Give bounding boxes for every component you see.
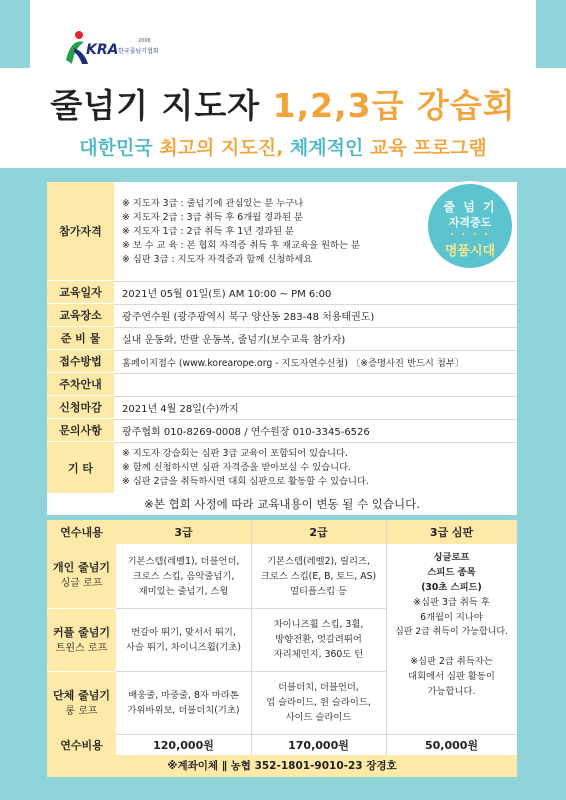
info-row-contact bbox=[47, 419, 517, 443]
info-row-registration bbox=[47, 350, 517, 374]
fee-cell-couple-grade2 bbox=[251, 608, 386, 671]
fee-price-grade3: 120,000원 bbox=[153, 739, 214, 752]
cell-line: 가위바위보, 더블더치(기초) bbox=[127, 704, 240, 716]
logo-org-name: 한국줄넘기협회 bbox=[118, 48, 159, 55]
cell-line: 자리체인지, 360도 턴 bbox=[273, 649, 364, 660]
cell-line: 방향전환, 엇갈려뛰어 bbox=[275, 634, 362, 645]
cell-line: 더블더치, 더블언더, bbox=[278, 682, 359, 693]
fee-header-referee3: 3급 심판 bbox=[386, 520, 517, 544]
info-row-date bbox=[47, 281, 517, 305]
logo-since: 2006 bbox=[138, 38, 151, 44]
info-value: 2021년 4월 28일(수)까지 bbox=[122, 404, 239, 415]
eligibility-line: ※ 심판 3급 : 지도자 자격증과 함께 신청하세요 bbox=[122, 253, 313, 265]
subtitle-part4: 교육 프로그램 bbox=[369, 137, 487, 159]
info-value: 2021년 05월 01일(토) AM 10:00 ~ PM 6:00 bbox=[122, 289, 332, 300]
fee-row-label-single bbox=[47, 544, 116, 608]
badge-dots: • • • • bbox=[449, 230, 491, 239]
cell-line: 업 슬라이드, 윈 슬라이드, bbox=[266, 697, 371, 708]
cell-line: 차이니즈휠 스킵, 3휠, bbox=[273, 619, 364, 630]
etc-line: ※ 함께 신청하시면 심판 자격증을 받아보실 수 있습니다. bbox=[122, 462, 352, 473]
info-value bbox=[122, 442, 369, 494]
cell-line: 기본스텝(레벨1), 더블언더, bbox=[127, 555, 240, 567]
fee-row-sub: 트윈스 로프 bbox=[55, 642, 108, 654]
fee-row-label-group bbox=[47, 671, 116, 735]
info-label: 준 비 물 bbox=[47, 327, 114, 350]
fee-header-grade3: 3급 bbox=[116, 520, 251, 544]
info-row-supplies bbox=[47, 327, 517, 351]
info-value: 홈페이지접수 (www.korearope.org - 지도자연수신청) 〔※증명사진 반드시 첨부〕 bbox=[122, 357, 465, 369]
cell-line: 멀티플스킵 등 bbox=[290, 585, 347, 597]
cell-line: 번갈아 뛰기, 맞서서 뛰기, bbox=[131, 626, 236, 638]
etc-line: ※ 심판 2급을 취득하시면 대회 심판으로 활동할 수 있습니다. bbox=[122, 476, 369, 487]
info-label: 참가자격 bbox=[47, 182, 114, 281]
info-label: 접수방법 bbox=[47, 350, 114, 373]
info-label: 교육장소 bbox=[47, 304, 114, 327]
info-row-parking bbox=[47, 373, 517, 397]
eligibility-line: ※ 지도자 3급 : 줄넘기에 관심있는 분 누구나 bbox=[122, 197, 304, 209]
referee-line: 대회에서 심판 활동이 bbox=[408, 671, 495, 682]
info-value: 광주협회 010-8269-0008 / 연수원장 010-3345-6526 bbox=[122, 427, 370, 438]
badge-line3: 명품시대 bbox=[444, 244, 496, 259]
referee-line: ※심판 3급 취득 후 bbox=[413, 597, 490, 608]
fee-row-title: 커플 줄넘기 bbox=[53, 625, 110, 639]
logo-brand: KRA bbox=[86, 42, 119, 58]
info-row-location bbox=[47, 304, 517, 328]
info-row-deadline bbox=[47, 396, 517, 420]
referee-line: 가능합니다. bbox=[427, 686, 476, 697]
cell-line: 재미있는 줄넘기, 스윙 bbox=[138, 585, 229, 597]
divider bbox=[386, 520, 387, 756]
fee-price-label: 연수비용 bbox=[47, 734, 116, 756]
referee-line: ※심판 2급 취득자는 bbox=[410, 656, 493, 667]
subtitle-part1: 대한민국 bbox=[79, 137, 160, 159]
subtitle-part2: 최고의 지도진, bbox=[159, 137, 284, 159]
referee-line: 싱글로프 bbox=[433, 552, 470, 563]
fee-cell-referee bbox=[386, 544, 517, 734]
referee-line: 6개월이 지나야 bbox=[420, 612, 483, 623]
cell-line: 기본스텝(레벨2), 릴리즈, bbox=[267, 555, 370, 567]
eligibility-line: ※ 지도자 1급 : 2급 취득 후 1년 경과된 분 bbox=[122, 225, 295, 237]
fee-row-sub: 롱 로프 bbox=[65, 705, 98, 717]
fee-row-title: 개인 줄넘기 bbox=[53, 561, 110, 574]
fee-table bbox=[47, 520, 517, 777]
fee-cell-group-grade2 bbox=[251, 671, 386, 734]
etc-line: ※ 지도자 강습회는 심판 3급 교육이 포함되어 있습니다. bbox=[122, 448, 348, 459]
fee-cell-group-grade3 bbox=[116, 671, 251, 734]
badge-line2: 자격증도 bbox=[448, 216, 492, 229]
cell-line: 사이드 슬라이드 bbox=[285, 712, 352, 723]
info-label: 주차안내 bbox=[47, 373, 114, 396]
bank-account-info: ※계좌이체 ∥ 농협 352-1801-9010-23 장경호 bbox=[47, 755, 517, 777]
cell-line: 크로스 스킵, 음악줄넘기, bbox=[132, 570, 235, 582]
fee-header-grade2: 2급 bbox=[251, 520, 386, 544]
referee-line: (30초 스피드) bbox=[421, 582, 482, 593]
info-label: 문의사항 bbox=[47, 419, 114, 442]
kra-logo bbox=[62, 30, 162, 66]
fee-row-sub: 싱글 로프 bbox=[60, 578, 103, 589]
title-part2: 1,2,3급 강습회 bbox=[272, 86, 516, 125]
page-subtitle bbox=[0, 133, 566, 160]
certificate-badge bbox=[425, 181, 515, 271]
fee-row-label-couple bbox=[47, 608, 116, 672]
info-value bbox=[122, 182, 360, 281]
fee-price-grade2: 170,000원 bbox=[288, 739, 349, 752]
eligibility-line: ※ 보 수 교 육 : 본 협회 자격증 취득 후 재교육을 원하는 분 bbox=[122, 239, 360, 251]
info-row-etc bbox=[47, 442, 517, 494]
page-title bbox=[0, 80, 566, 127]
subtitle-part3: 체계적인 bbox=[283, 137, 370, 159]
info-label: 신청마감 bbox=[47, 396, 114, 419]
referee-line: 스피드 종목 bbox=[427, 567, 476, 578]
fee-header-content: 연수내용 bbox=[47, 520, 116, 544]
divider bbox=[251, 520, 252, 756]
badge-line1: 줄 넘 기 bbox=[443, 200, 497, 214]
fee-cell-couple-grade3 bbox=[116, 608, 251, 671]
info-label: 교육일자 bbox=[47, 281, 114, 304]
change-notice: ※본 협회 사정에 따라 교육내용이 변동 될 수 있습니다. bbox=[144, 497, 420, 511]
title-part1: 줄넘기 지도자 bbox=[50, 86, 261, 125]
cell-line: 배웅줄, 마중줄, 8자 마라톤 bbox=[128, 689, 239, 701]
info-label: 기 타 bbox=[47, 442, 114, 494]
fee-price-referee3: 50,000원 bbox=[424, 739, 479, 752]
fee-cell-single-grade2 bbox=[251, 544, 386, 608]
cell-line: 사슬 뛰기, 차이니즈휠(기초) bbox=[126, 641, 241, 653]
cell-line: 크로스 스킵(E, B, 토드, AS) bbox=[260, 570, 377, 582]
fee-row-title: 단체 줄넘기 bbox=[53, 688, 110, 702]
info-value: 실내 운동화, 반팔 운동복, 줄넘기(보수교육 참가자) bbox=[122, 335, 346, 346]
info-value: 광주연수원 (광주광역시 북구 양산동 283-48 처용태권도) bbox=[122, 312, 375, 323]
referee-line: 심판 2급 취득이 가능합니다. bbox=[395, 627, 508, 637]
fee-cell-single-grade3 bbox=[116, 544, 251, 608]
eligibility-line: ※ 지도자 2급 : 3급 취득 후 6개월 경과된 분 bbox=[122, 211, 303, 223]
